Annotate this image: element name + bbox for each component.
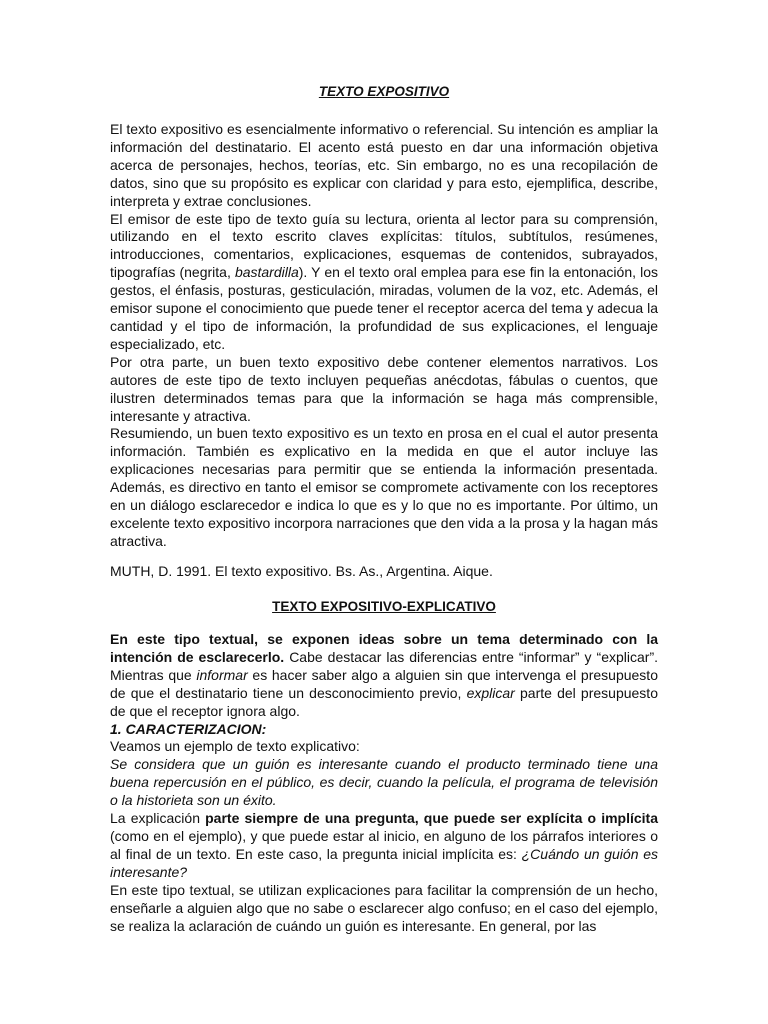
- page-title: TEXTO EXPOSITIVO: [318, 84, 450, 99]
- paragraph-5-emphasis-2: explicar: [466, 684, 515, 701]
- paragraph-8-emphasis: ¿Cuándo un guión es interesante?: [110, 845, 659, 880]
- paragraph-3: Por otra parte, un buen texto expositivo debe contener elementos narrativos. Los autores de este tipo de texto incluyen pequeñas anécdotas, fábulas o cuentos, que ilustren determinados temas para que la información se haga más comprensible, interesante y atractiva.: [110, 353, 658, 424]
- paragraph-2-text-a: El emisor de este tipo de texto guía su lectura, orienta al lector para su comprensión, utilizando en el texto escrito claves explícitas: títulos, subtítulos, resúmenes, introducciones, comentarios, explicaciones, esquemas de contenidos, subrayados, tipografías (negrita,: [110, 210, 658, 281]
- paragraph-2-emphasis: bastardilla: [234, 264, 299, 281]
- section-expositivo: [110, 121, 658, 551]
- paragraph-8-text-a: La explicación: [110, 810, 206, 827]
- paragraph-5-emphasis-1: informar: [196, 666, 248, 683]
- paragraph-2: [110, 211, 658, 354]
- paragraph-7-emphasis: Se considera que un guión es interesante cuando el producto terminado tiene una buena repercusión en el público, es decir, cuando la película, el programa de televisión o la historieta son un éxito.: [110, 756, 658, 809]
- paragraph-5-bold: En este tipo textual, se exponen ideas sobre un tema determinado con la intención de esclarecerlo.: [110, 631, 658, 665]
- paragraph-8-text-b: (como en el ejemplo), y que puede estar al inicio, en alguno de los párrafos interiores o al final de un texto. En este caso, la pregunta inicial implícita es:: [110, 827, 658, 862]
- section-explicativo: [110, 631, 658, 935]
- paragraph-2-text-b: ). Y en el texto oral emplea para ese fin la entonación, los gestos, el énfasis, posturas, gesticulación, miradas, volumen de la voz, etc. Además, el emisor supone el conocimiento que puede tener el receptor acerca del tema y adecua la cantidad y el tipo de información, la profundidad de sus explicaciones, el lenguaje especializado, etc.: [110, 264, 658, 352]
- paragraph-7-example: [110, 756, 658, 810]
- paragraph-6: Veamos un ejemplo de texto explicativo:: [110, 738, 360, 755]
- bibliographic-reference: MUTH, D. 1991. El texto expositivo. Bs. As., Argentina. Aique.: [110, 563, 493, 579]
- paragraph-5: [110, 631, 658, 721]
- paragraph-9: En este tipo textual, se utilizan explicaciones para facilitar la comprensión de un hecho, enseñarle a alguien algo que no sabe o esclarecer algo confuso; en el caso del ejemplo, se realiza la aclaración de cuándo un guión es interesante. En general, por las: [110, 881, 658, 934]
- paragraph-5-text-a: Cabe destacar las diferencias entre “informar” y “explicar”. Mientras que: [110, 648, 658, 683]
- paragraph-4: Resumiendo, un buen texto expositivo es un texto en prosa en el cual el autor presenta información. También es explicativo en la medida en que el autor incluye las explicaciones necesarias para permitir que se entienda la información presentada. Además, es directivo en tanto el emisor se compromete activamente con los receptores en un diálogo esclarecedor e indica lo que es y lo que no es importante. Por último, un excelente texto expositivo incorpora narraciones que den vida a la prosa y la hagan más atractiva.: [110, 425, 658, 549]
- paragraph-8: [110, 810, 658, 882]
- section-title-explicativo: TEXTO EXPOSITIVO-EXPLICATIVO: [272, 599, 496, 614]
- paragraph-1: El texto expositivo es esencialmente informativo o referencial. Su intención es ampliar la información del destinatario. El acento está puesto en dar una información objetiva acerca de personajes, hechos, teorías, etc. Sin embargo, no es una recopilación de datos, sino que su propósito es explicar con claridad y para esto, ejemplifica, describe, interpreta y extrae conclusiones.: [110, 121, 658, 209]
- paragraph-5-text-c: parte del presupuesto de que el receptor ignora algo.: [110, 684, 658, 719]
- paragraph-5-text-b: es hacer saber algo a alguien sin que intervenga el presupuesto de que el destinatario tiene un desconocimiento previo,: [110, 666, 658, 701]
- paragraph-8-bold: parte siempre de una pregunta, que puede ser explícita o implícita: [205, 810, 658, 827]
- subheading-caracterizacion: 1. CARACTERIZACION:: [110, 720, 267, 737]
